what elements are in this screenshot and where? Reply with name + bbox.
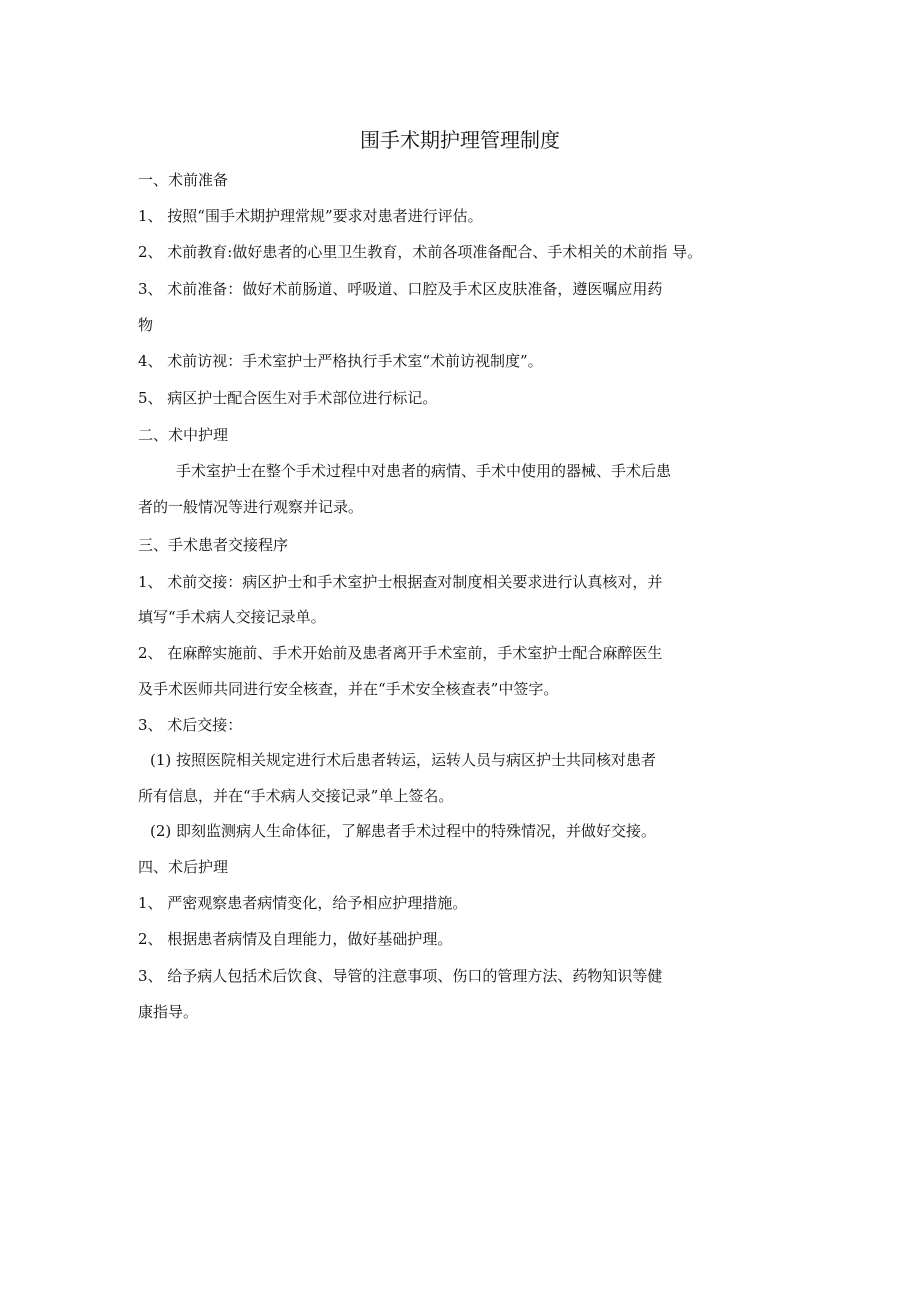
handover-sub-1-line-2: 所有信息，并在“手术病人交接记录”单上签名。 [138, 787, 454, 805]
handover-sub-2: (2) 即刻监测病人生命体征，了解患者手术过程中的特殊情况，并做好交接。 [150, 822, 657, 840]
handover-item-1-line-2: 填写“手术病人交接记录单。 [138, 608, 326, 626]
postop-item-2: 2、 根据患者病情及自理能力，做好基础护理。 [138, 930, 453, 948]
postop-item-3-line-1: 3、 给予病人包括术后饮食、导管的注意事项、伤口的管理方法、药物知识等健 [138, 967, 663, 985]
preop-item-3-line-1: 3、 术前准备：做好术前肠道、呼吸道、口腔及手术区皮肤准备，遵医嘱应用药 [138, 280, 663, 298]
preop-item-5: 5、 病区护士配合医生对手术部位进行标记。 [138, 389, 438, 407]
handover-item-1-line-1: 1、 术前交接：病区护士和手术室护士根据查对制度相关要求进行认真核对，并 [138, 573, 663, 591]
preop-item-2: 2、 术前教育:做好患者的心里卫生教育，术前各项准备配合、手术相关的术前指 导。 [138, 243, 703, 261]
handover-sub-1-line-1: (1) 按照医院相关规定进行术后患者转运，运转人员与病区护士共同核对患者 [150, 751, 657, 769]
intraop-paragraph-line-2: 者的一般情况等进行观察并记录。 [138, 498, 364, 516]
intraop-paragraph-line-1: 手术室护士在整个手术过程中对患者的病情、手术中使用的器械、手术后患 [176, 462, 672, 480]
preop-item-4: 4、 术前访视：手术室护士严格执行手术室“术前访视制度”。 [138, 352, 543, 370]
preop-item-1: 1、 按照“围手术期护理常规”要求对患者进行评估。 [138, 207, 483, 225]
handover-item-2-line-1: 2、 在麻醉实施前、手术开始前及患者离开手术室前，手术室护士配合麻醉医生 [138, 644, 663, 662]
section-heading-intraop: 二、术中护理 [138, 426, 229, 444]
postop-item-1: 1、 严密观察患者病情变化，给予相应护理措施。 [138, 894, 468, 912]
section-heading-preop: 一、术前准备 [138, 171, 229, 189]
handover-item-3: 3、 术后交接： [138, 716, 243, 734]
preop-item-3-line-2: 物 [138, 316, 154, 334]
handover-item-2-line-2: 及手术医师共同进行安全核查，并在“手术安全核查表”中签字。 [138, 680, 559, 698]
document-title: 围手术期护理管理制度 [360, 128, 560, 152]
postop-item-3-line-2: 康指导。 [138, 1003, 199, 1021]
section-heading-postop: 四、术后护理 [138, 858, 229, 876]
section-heading-handover: 三、手术患者交接程序 [138, 536, 289, 554]
